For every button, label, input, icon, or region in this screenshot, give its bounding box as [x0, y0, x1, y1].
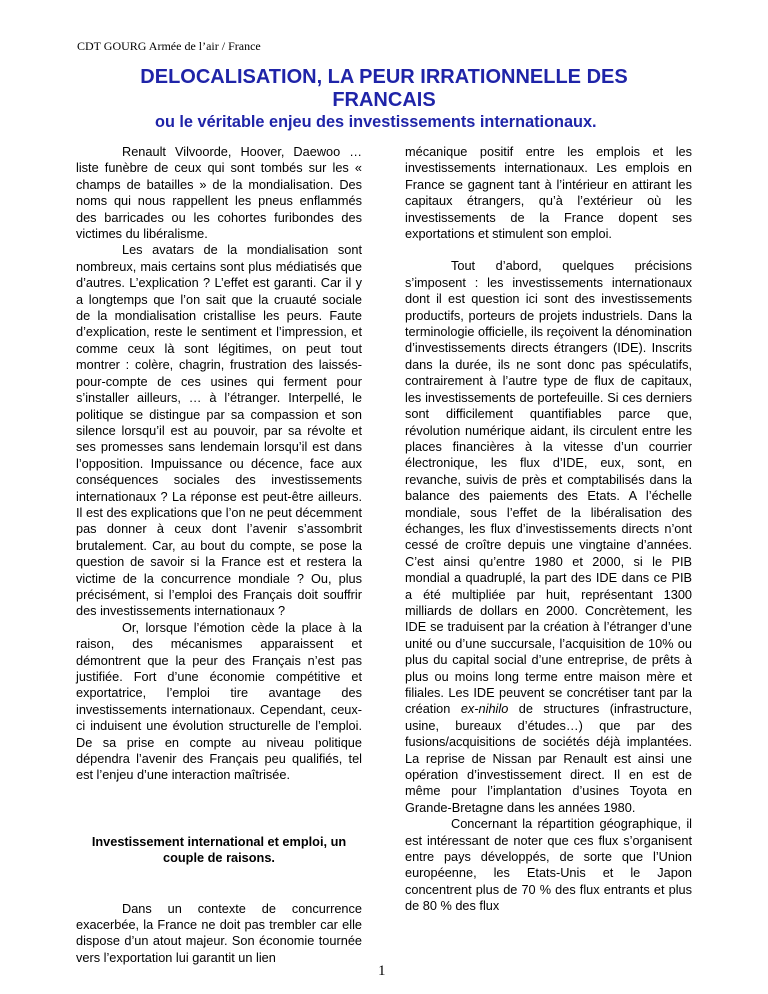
paragraph: Les avatars de la mondialisation sont nombreux, mais certains sont plus médiatisés que d’autres. L’explication ? L’effet est garanti. Car il y a longtemps que l’on sait que la cruauté sociale de la mondialisation cristallise les peurs. Faute d’explication, reste le sentiment et l’impression, et comme ceux là sont légitimes, on peut tout montrer : colère, chagrin, frustration des laissés-pour-compte de ces usines qui ferment pour s’installer ailleurs, … à l’étranger. Interpellé, le politique se distingue par sa compassion et son silence lorsqu’il est au pouvoir, par sa révolte et ses promesses sans lendemain lorsqu’il est dans l’opposition. Impuissance ou décence, face aux conséquences sociales des investissements internationaux ? La réponse est peut-être ailleurs. Il est des explications que l’on ne peut décemment pas donner à ceux dont l’avenir s’assombrit brutalement. Car, au bout du compte, se pose la question de savoir si la France est et restera la victime de la concurrence mondiale ? Ou, plus précisément, si l’emploi des Français doit souffrir des investissements internationaux ?: [76, 242, 362, 619]
right-column: [405, 144, 692, 915]
paragraph-text: Tout d’abord, quelques précisions s’imposent : les investissements internationaux dont il est question ici sont des investissements productifs, porteurs de projets industriels. Dans la terminologie officielle, ils reçoivent la dénomination d’investissements directs étrangers (IDE). Inscrits dans la durée, ils ne sont donc pas spéculatifs, contrairement à l’autre type de flux de capitaux, les investissements de portefeuille. Si ces derniers sont difficilement quantifiables parce que, révolution numérique aidant, ils circulent entre les places financières à la vitesse d’un courrier électronique, les flux d’IDE, eux, sont, en revanche, suivis de près et comptabilisés dans la balance des paiements des Etats. A l’échelle mondiale, sous l’effet de la libéralisation des échanges, les flux d’investissements directs n’ont cessé de croître depuis une vingtaine d’années. C’est ainsi qu’entre 1980 et 2000, si le PIB mondial a quadruplé, la part des IDE dans ce PIB a été multipliée par huit, représentant 1300 milliards de dollars en 2000. Concrètement, les IDE se traduisent par la création à l’étranger d’une unité ou d’une succursale, l’acquisition de 10% ou plus du capital social d’une entreprise, de prêts à plus ou moins long terme entre maison mère et filiales. Les IDE peuvent se concrétiser tant par la création: [405, 258, 692, 717]
page-header: CDT GOURG Armée de l’air / France: [77, 39, 261, 53]
italic-term: ex-nihilo: [460, 701, 509, 717]
paragraph: Dans un contexte de concurrence exacerbée, la France ne doit pas trembler car elle dispose d’un atout majeur. Son économie tournée vers l’exportation lui garantit un lien: [76, 900, 362, 965]
paragraph: mécanique positif entre les emplois et les investissements internationaux. Les emplois en France se gagnent tant à l’intérieur en attirant les capitaux étrangers, qu’à l’extérieur où les investissements de la France dopent ses exportations et stimulent son emploi.: [405, 144, 692, 242]
paragraph: Renault Vilvoorde, Hoover, Daewoo … liste funèbre de ceux qui sont tombés sur les « champs de batailles » de la mondialisation. Des noms qui nous rappellent les pneus enflammés des barricades ou les cohortes furibondes des victimes du libéralisme.: [76, 144, 362, 242]
page-number: 1: [378, 963, 386, 979]
section-heading: Investissement international et emploi, un couple de raisons.: [91, 833, 347, 866]
paragraph: Concernant la répartition géographique, il est intéressant de noter que ces flux s’organisent entre pays développés, de sorte que l’Union européenne, les Etats-Unis et le Japon concentrent plus de 70 % des flux entrants et plus de 80 % des flux: [405, 816, 692, 914]
paragraph: Or, lorsque l’émotion cède la place à la raison, des mécanismes apparaissent et démontrent que la peur des Français n’est pas justifiée. Fort d’une économie compétitive et exportatrice, l’emploi tire avantage des investissements internationaux. Cependant, ceux-ci induisent une évolution structurelle de l’emploi. De sa prise en compte au niveau politique dépendra l’avenir des Français peu qualifiés, tel est l’enjeu d’une interaction maîtrisée.: [76, 619, 362, 783]
paragraph-text: de structures (infrastructure, usine, bureaux d’études…) que par des fusions/acquisitions de sociétés déjà implantées. La reprise de Nissan par Renault est ainsi une opération d’investissement direct. Il en est de même pour l’implantation d’usines Toyota en Grande-Bretagne dans les années 1980.: [405, 701, 692, 815]
article-title: DELOCALISATION, LA PEUR IRRATIONNELLE DES FRANCAIS: [140, 66, 628, 111]
paragraph: [405, 258, 692, 816]
left-column: [76, 144, 362, 966]
article-subtitle: ou le véritable enjeu des investissements internationaux.: [155, 113, 597, 131]
